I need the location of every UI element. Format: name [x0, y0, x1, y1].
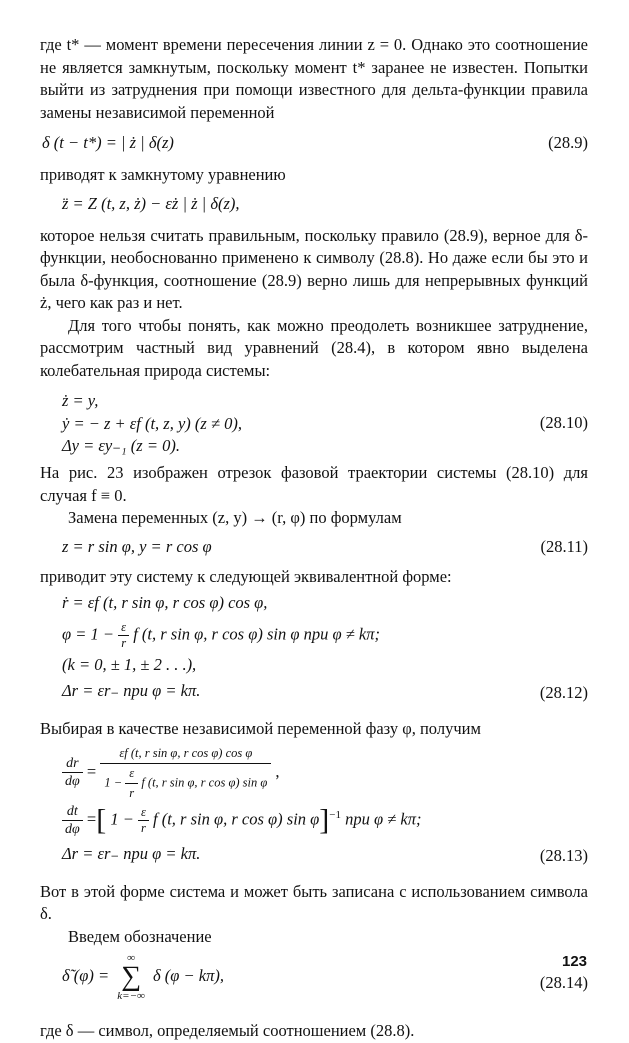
- equation-28-12-line-4: Δr = εr₋ при φ = kπ.: [62, 681, 201, 700]
- fraction-denominator: dφ: [65, 774, 80, 789]
- bracket-right-term: f (t, r sin φ, r cos φ) sin φ: [153, 808, 320, 828]
- fraction-dt-dphi: [62, 803, 83, 838]
- condition: при φ ≠ kπ;: [345, 808, 422, 828]
- paragraph-choose-phase: Выбирая в качестве независимой переменной фазу φ, получим: [40, 719, 481, 738]
- equation-28-9-formula: δ (t − t*) = | ż | δ(z): [42, 133, 174, 152]
- fraction-numerator: dt: [62, 803, 83, 821]
- fraction-eps-over-r: [138, 805, 149, 836]
- fraction-dr-dphi: [62, 755, 83, 790]
- equation-number: (28.12): [539, 683, 588, 702]
- fraction-denominator: dφ: [65, 821, 80, 837]
- paragraph-leads-to: приводят к замкнутому уравнению: [40, 165, 286, 184]
- fraction-numerator: εf (t, r sin φ, r cos φ) cos φ: [100, 745, 271, 764]
- equation-28-9: [40, 132, 588, 156]
- power-minus-one: −1: [329, 808, 341, 821]
- fraction-denominator: r: [129, 785, 135, 800]
- equation-28-13-line-1: $\frac{dr}{d\varphi}$ = εf (t, r sin φ, r cos φ) cos φ 1 − $\frac{\varepsilon}{r}$ f (t, r sin φ, r cos φ) sin φ ,: [62, 745, 588, 803]
- equation-28-10: [40, 390, 588, 456]
- equation-28-11-formula: z = r sin φ, y = r cos φ: [62, 536, 212, 556]
- equation-28-12-line-3: (k = 0, ± 1, ± 2 . . .),: [62, 655, 197, 674]
- equation-28-12-line-2: [62, 620, 588, 654]
- fraction-denominator: r: [121, 636, 127, 650]
- equation-number: (28.11): [540, 536, 588, 556]
- paragraph-intro: где t* — момент времени пересечения линии z = 0. Однако это соотношение не является замкнутым, поскольку момент t* заранее не известен. Попытки выйти из затруднения при помощи известного для дельта-функции правила замены независимой переменной: [40, 35, 588, 122]
- equation-28-12-line-1: ṙ = εf (t, r sin φ, r cos φ) cos φ,: [62, 593, 268, 612]
- equation-28-13: [40, 745, 588, 873]
- equation-number: (28.10): [539, 413, 588, 432]
- equation-number: (28.14): [539, 973, 588, 992]
- fraction-eps-over-r: [125, 766, 138, 801]
- summation-sign-icon: ∑: [121, 961, 142, 992]
- equation-28-10-line-3: Δy = εy₋₁ (z = 0).: [62, 436, 180, 455]
- paragraph-incorrect: которое нельзя считать правильным, поскольку правило (28.9), верное для δ-функции, необоснованно применено к символу (28.8). Но даже если бы это и была δ-функция, соотношение (28.9) верно лишь для непрерывных функций ż, чего как раз и нет.: [40, 225, 588, 312]
- equation-28-10-line-1: ż = y,: [62, 391, 99, 410]
- equation-number: (28.9): [548, 133, 588, 152]
- paragraph-equivalent-form: приводит эту систему к следующей эквивалентной форме:: [40, 566, 452, 586]
- equation-28-13-line-2: $\frac{dt}{d\varphi}$ =[ 1 − $\frac{\varepsilon}{r}$ f (t, r sin φ, r cos φ) sin φ]$^{-1}$ при φ ≠ kπ;: [62, 803, 588, 843]
- equation-28-12-line-2-left: φ = 1 −: [62, 624, 115, 644]
- equation-number: (28.13): [539, 845, 588, 865]
- fraction-numerator: ε: [138, 805, 149, 821]
- page-number: 123: [562, 953, 588, 970]
- equation-28-12: [40, 592, 588, 710]
- summation-upper-limit: ∞: [127, 952, 135, 964]
- denominator-left: 1 −: [104, 774, 123, 789]
- fraction-main: [100, 745, 271, 801]
- bracket-left-term: 1 −: [110, 808, 134, 828]
- paragraph-where-delta: где δ — символ, определяемый соотношением (28.8).: [40, 1021, 415, 1040]
- equation-28-14-lhs: δ̃ (φ) =: [62, 965, 110, 985]
- equation-28-12-line-2-right: f (t, r sin φ, r cos φ) sin φ при φ ≠ kπ;: [133, 624, 381, 644]
- fraction-numerator: ε: [125, 766, 138, 784]
- denominator-right: f (t, r sin φ, r cos φ) sin φ: [141, 774, 268, 789]
- paragraph-change-variables: Замена переменных (z, y) → (r, φ) по формулам: [68, 508, 402, 527]
- equation-28-11: [40, 536, 588, 566]
- equation-closed-formula: z̈ = Z (t, z, ż) − εż | ż | δ(z),: [62, 193, 240, 213]
- paragraph-notation: Введем обозначение: [68, 926, 212, 946]
- fraction-denominator: r: [140, 820, 146, 835]
- equation-28-13-line-3: Δr = εr₋ при φ = kπ.: [62, 843, 201, 863]
- fraction-eps-over-r: [118, 620, 129, 651]
- page-body: [40, 34, 588, 1043]
- paragraph-figure-23: На рис. 23 изображен отрезок фазовой траектории системы (28.10) для случая f ≡ 0.: [40, 463, 588, 505]
- fraction-numerator: ε: [118, 620, 129, 636]
- paragraph-delta-form: Вот в этой форме система и может быть записана с использованием символа δ.: [40, 881, 588, 923]
- summation-lower-limit: k=−∞: [117, 990, 145, 1002]
- summation: [117, 952, 145, 1002]
- equation-28-10-line-2: ẏ = − z + εf (t, z, y) (z ≠ 0),: [62, 413, 243, 433]
- fraction-numerator: dr: [62, 755, 83, 773]
- paragraph-oscillatory: Для того чтобы понять, как можно преодолеть возникшее затруднение, рассмотрим частный вид уравнений (28.4), в котором явно выделена колебательная природа системы:: [40, 315, 588, 380]
- equation-28-14-rhs: δ (φ − kπ),: [153, 965, 225, 985]
- equation-closed: [40, 193, 588, 219]
- fraction-denominator: [100, 764, 271, 801]
- equation-28-14: [40, 952, 588, 1014]
